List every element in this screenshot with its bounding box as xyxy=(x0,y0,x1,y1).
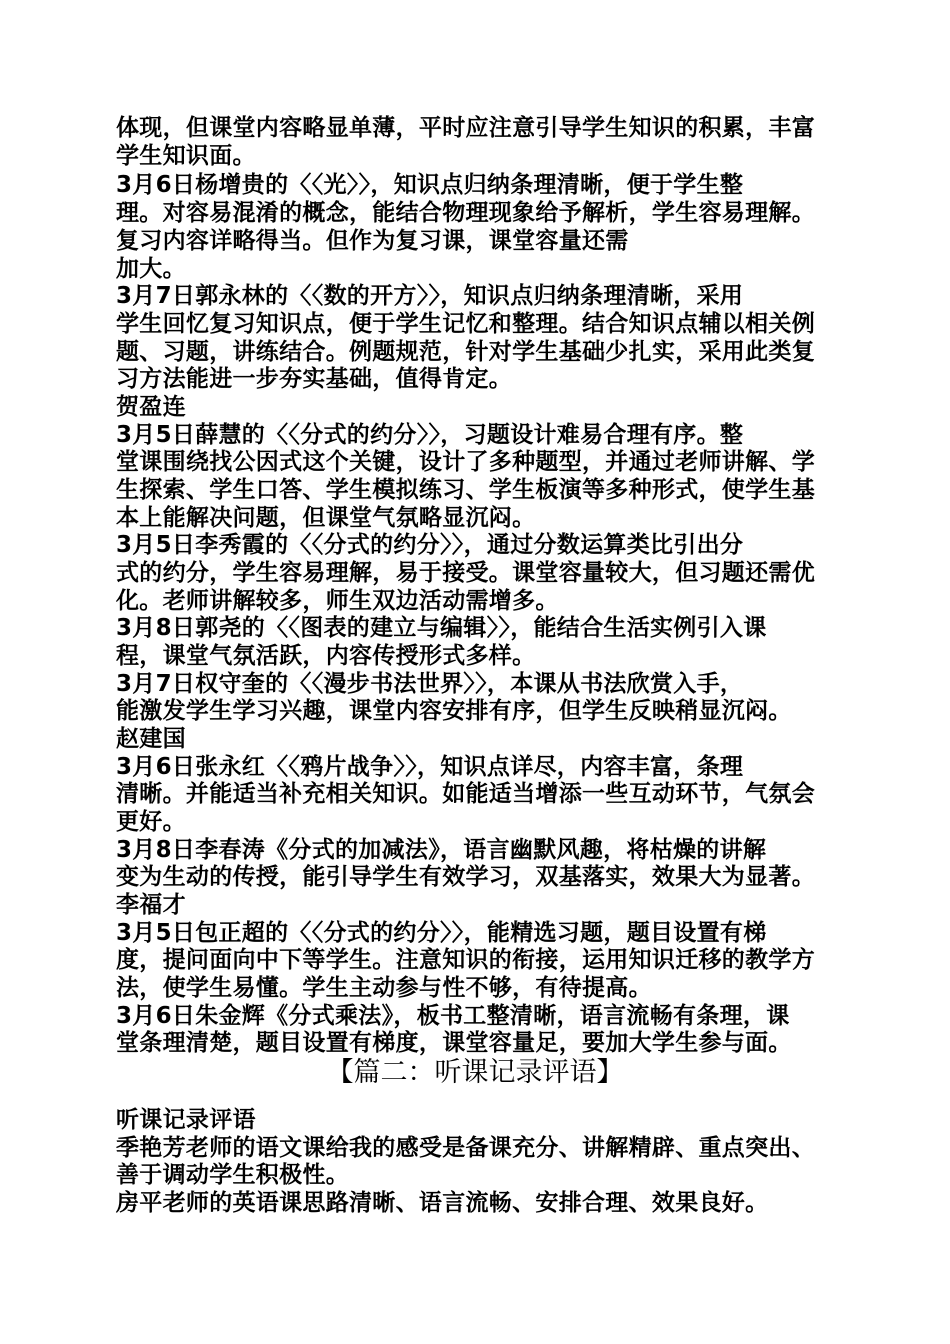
text-line: 3月6日杨增贵的〈〈光〉〉，知识点归纳条理清晰，便于学生整 xyxy=(116,172,744,198)
reviewer-name: 贺盈连 xyxy=(116,394,186,420)
text-line: 变为生动的传授，能引导学生有效学习，双基落实，效果大为显著。 xyxy=(116,864,815,890)
text-line: 善于调动学生积极性。 xyxy=(116,1162,349,1188)
text-line: 3月7日郭永林的〈〈数的开方〉〉，知识点归纳条理清晰，采用 xyxy=(116,283,744,309)
text-line: 3月5日包正超的〈〈分式的约分〉〉，能精选习题，题目设置有梯 xyxy=(116,920,767,946)
text-line: 生探索、学生口答、学生模拟练习、学生板演等多种形式，使学生基 xyxy=(116,477,815,503)
reviewer-name: 赵建国 xyxy=(116,726,186,752)
text-line: 3月8日郭尧的〈〈图表的建立与编辑〉〉，能结合生活实例引入课 xyxy=(116,615,767,641)
reviewer-name: 李福才 xyxy=(116,892,186,918)
text-line: 复习内容详略得当。但作为复习课，课堂容量还需 xyxy=(116,228,629,254)
text-line: 理。对容易混淆的概念，能结合物理现象给予解析，学生容易理解。 xyxy=(116,200,815,226)
text-line: 程，课堂气氛活跃，内容传授形式多样。 xyxy=(116,643,536,669)
text-line: 3月7日权守奎的〈〈漫步书法世界〉〉，本课从书法欣赏入手， xyxy=(116,671,744,697)
text-line: 学生知识面。 xyxy=(116,143,256,169)
text-line: 式的约分，学生容易理解，易于接受。课堂容量较大，但习题还需优 xyxy=(116,560,815,586)
text-line: 3月8日李春涛《分式的加减法》，语言幽默风趣，将枯燥的讲解 xyxy=(116,837,767,863)
text-line: 化。老师讲解较多，师生双边活动需增多。 xyxy=(116,588,559,614)
text-line: 习方法能进一步夯实基础，值得肯定。 xyxy=(116,366,513,392)
text-line: 度，提问面向中下等学生。注意知识的衔接，运用知识迁移的教学方 xyxy=(116,947,815,973)
section-heading: 【篇二：听课记录评语】 xyxy=(326,1057,624,1088)
text-line: 房平老师的英语课思路清晰、语言流畅、安排合理、效果良好。 xyxy=(116,1190,769,1216)
section-subtitle: 听课记录评语 xyxy=(116,1107,256,1133)
text-line: 法，使学生易懂。学生主动参与性不够，有待提高。 xyxy=(116,975,652,1001)
text-line: 3月6日朱金辉《分式乘法》，板书工整清晰，语言流畅有条理，课 xyxy=(116,1003,790,1029)
text-line: 体现，但课堂内容略显单薄，平时应注意引导学生知识的积累，丰富 xyxy=(116,115,815,141)
text-line: 3月6日张永红〈〈鸦片战争〉〉，知识点详尽，内容丰富，条理 xyxy=(116,754,744,780)
text-line: 加大。 xyxy=(116,256,186,282)
text-line: 季艳芳老师的语文课给我的感受是备课充分、讲解精辟、重点突出、 xyxy=(116,1135,815,1161)
text-line: 3月5日薛慧的〈〈分式的约分〉〉，习题设计难易合理有序。整 xyxy=(116,422,744,448)
text-line: 能激发学生学习兴趣，课堂内容安排有序，但学生反映稍显沉闷。 xyxy=(116,698,792,724)
text-line: 清晰。并能适当补充相关知识。如能适当增添一些互动环节，气氛会 xyxy=(116,781,815,807)
text-line: 堂课围绕找公因式这个关键，设计了多种题型，并通过老师讲解、学 xyxy=(116,449,815,475)
text-line: 题、习题，讲练结合。例题规范，针对学生基础少扎实，采用此类复 xyxy=(116,339,815,365)
text-line: 本上能解决问题，但课堂气氛略显沉闷。 xyxy=(116,505,536,531)
text-line: 3月5日李秀霞的〈〈分式的约分〉〉，通过分数运算类比引出分 xyxy=(116,532,744,558)
text-line: 更好。 xyxy=(116,809,186,835)
text-line: 学生回忆复习知识点，便于学生记忆和整理。结合知识点辅以相关例 xyxy=(116,311,815,337)
text-line: 堂条理清楚，题目设置有梯度，课堂容量足，要加大学生参与面。 xyxy=(116,1030,792,1056)
